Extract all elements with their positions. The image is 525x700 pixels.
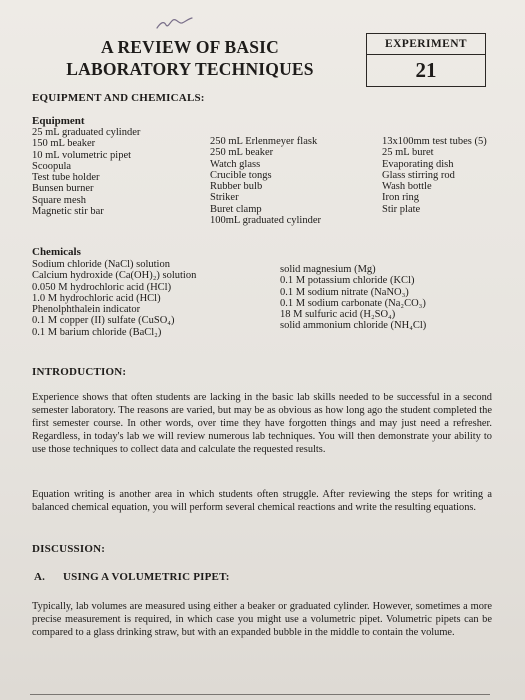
list-item: 250 mL beaker [210,147,274,159]
list-item: solid ammonium chloride (NH₄Cl) [280,320,427,332]
equipment-chemicals-heading: EQUIPMENT AND CHEMICALS: [32,92,205,104]
subsection-title: USING A VOLUMETRIC PIPET: [63,571,230,583]
list-item: Striker [210,192,239,204]
list-item: Buret clamp [210,203,262,215]
introduction-paragraph-1: Experience shows that often students are lacking in the basic lab skills needed to be successful in a second semester laboratory. The reasons are varied, but may be as obvious as how long ago the student completed the first semester course. In other words, over time they have forgotten things and may just need a refresher. Regardless, in today's lab we will review numerous lab techniques. You will then demonstrate your ability to use those techniques to collect data and calculate the requested results. [32,392,492,456]
list-item: 100mL graduated cylinder [210,215,321,227]
list-item: Rubber bulb [210,181,263,193]
list-item: 18 M sulfuric acid (H₂SO₄) [280,309,396,321]
list-item: 250 mL Erlenmeyer flask [210,136,318,147]
list-item: Iron ring [382,192,420,204]
chemicals-column-2 [280,264,426,332]
list-item: Glass stirring rod [382,169,455,181]
page-title [40,36,340,80]
pen-mark [155,16,195,30]
discussion-heading: DISCUSSION: [32,543,106,555]
experiment-number: 21 [415,58,437,82]
list-item: Evaporating dish [382,158,454,170]
title-line-2: LABORATORY TECHNIQUES [66,59,314,79]
list-item: Square mesh [32,194,86,206]
list-item: Phenolphthalein indicator [32,304,141,316]
list-item: Sodium chloride (NaCl) solution [32,259,170,270]
list-item: solid magnesium (Mg) [280,264,376,275]
list-item: Calcium hydroxide (Ca(OH)₂) solution [32,270,197,282]
list-item: 0.1 M sodium nitrate (NaNO₃) [280,286,409,298]
list-item: Test tube holder [32,172,100,184]
equipment-column-2 [210,136,321,226]
list-item: Bunsen burner [32,183,94,195]
list-item: 0.1 M barium chloride (BaCl₂) [32,326,162,338]
equipment-column-3 [382,136,487,215]
subsection-letter: A. [34,571,46,583]
list-item: 0.1 M sodium carbonate (Na₂CO₃) [280,297,426,309]
list-item: 13x100mm test tubes (5) [382,136,487,147]
list-item: Wash bottle [382,181,432,193]
list-item: 150 mL beaker [32,138,96,150]
list-item: Scoopula [32,160,72,172]
list-item: 25 mL buret [382,147,434,159]
chemicals-column-1 [32,259,196,338]
experiment-box [366,33,486,87]
introduction-paragraph-2: Equation writing is another area in which students often struggle. After reviewing the steps for writing a balanced chemical equation, you will perform several chemical reactions and write the resulting equations. [32,489,492,514]
experiment-label: EXPERIMENT [385,38,467,50]
list-item: Stir plate [382,203,421,215]
list-item: Watch glass [210,158,261,170]
introduction-heading: INTRODUCTION: [32,366,127,378]
list-item: 0.1 M potassium chloride (KCl) [280,275,415,287]
equipment-column-1 [32,127,140,217]
bottom-rule [30,694,490,695]
list-item: 0.1 M copper (II) sulfate (CuSO₄) [32,315,175,327]
chemicals-subheading: Chemicals [32,246,81,258]
list-item: Crucible tongs [210,169,272,181]
list-item: 1.0 M hydrochloric acid (HCl) [32,292,161,304]
discussion-paragraph: Typically, lab volumes are measured using either a beaker or graduated cylinder. However, sometimes a more precise measurement is required, in which case you might use a volumetric pipet. Volumetric pipets can be compared to a glass drinking straw, but with an expanded bubble in the middle to contain the volume. [32,601,492,639]
list-item: 25 mL graduated cylinder [32,127,141,138]
list-item: 0.050 M hydrochloric acid (HCl) [32,281,172,293]
title-line-1: A REVIEW OF BASIC [101,37,279,57]
experiment-box-divider [367,54,485,55]
list-item: 10 mL volumetric pipet [32,149,132,161]
equipment-subheading: Equipment [32,115,85,127]
list-item: Magnetic stir bar [32,206,104,218]
